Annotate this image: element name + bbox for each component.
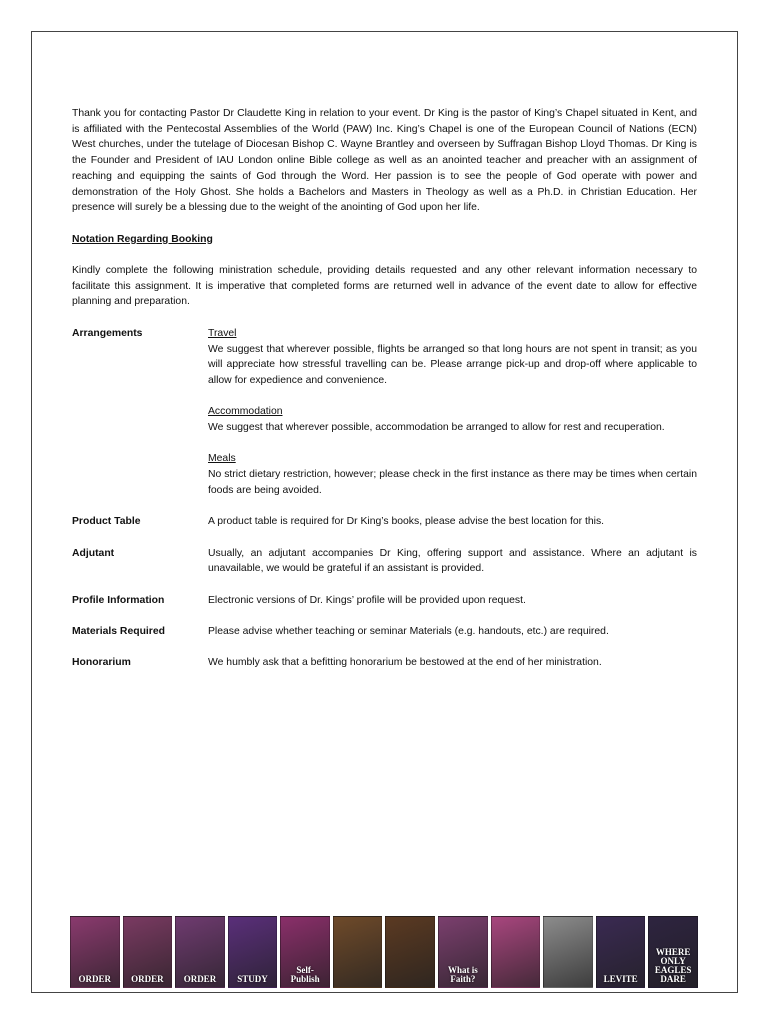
book-cover [648,916,698,988]
arrangements-body [208,326,697,499]
materials-required-row [72,624,697,640]
book-cover [596,916,646,988]
book-cover-title: ORDER [78,974,112,984]
book-cover [70,916,120,988]
arrangements-row [72,326,697,499]
document-content [72,106,697,687]
book-cover-title: STUDY [237,974,268,984]
book-cover [228,916,278,988]
materials-required-label: Materials Required [72,626,165,638]
travel-title: Travel [208,327,237,339]
document-page [31,31,738,993]
book-cover-title: What is Faith? [447,965,478,984]
profile-information-row [72,593,697,609]
intro-paragraph: Thank you for contacting Pastor Dr Claudette King in relation to your event. Dr King is the pastor of King’s Chapel situated in Kent, and is affiliated with the Pentecostal Assemblies of the World (PAW) Inc. King’s Chapel is one of the European Council of Nations (ECN) West churches, under the tutelage of Diocesan Bishop C. Wayne Brantley and overseen by Suffragan Bishop Lloyd Thomas. Dr King is the Founder and President of IAU London online Bible college as well as an anointed teacher and preacher with an assignment of reaching and equipping the saints of God through the Word. Her passion is to see the people of God operate with power and demonstration of the Holy Ghost. She holds a Bachelors and Masters in Theology as well as a Ph.D. in Christian Education. Her presence will surely be a blessing due to the weight of the anointing of God upon her life. [72,108,697,214]
book-cover-title: Self-Publish [290,965,320,984]
book-cover [438,916,488,988]
book-cover [543,916,593,988]
book-cover [123,916,173,988]
meals-section [208,451,697,498]
travel-section [208,326,697,389]
materials-required-text: Please advise whether teaching or seminar Materials (e.g. handouts, etc.) are required. [208,626,609,638]
book-cover-title: ORDER [183,974,217,984]
accommodation-section [208,404,697,435]
accommodation-text: We suggest that wherever possible, accommodation be arranged to allow for rest and recuperation. [208,422,665,433]
meals-title: Meals [208,453,236,465]
book-cover-strip [70,916,698,988]
product-table-label: Product Table [72,516,141,528]
product-table-row [72,514,697,530]
book-cover [491,916,541,988]
honorarium-label: Honorarium [72,657,131,669]
book-cover-title: LEVITE [603,974,638,984]
honorarium-text: We humbly ask that a befitting honorarium be bestowed at the end of her ministration. [208,657,602,669]
book-cover [333,916,383,988]
book-cover [175,916,225,988]
adjutant-label: Adjutant [72,547,115,559]
product-table-text: A product table is required for Dr King’s books, please advise the best location for this. [208,516,605,528]
adjutant-row [72,546,697,577]
meals-text: No strict dietary restriction, however; please check in the first instance as there may be times when certain foods are being avoided. [208,469,697,496]
travel-text: We suggest that wherever possible, flights be arranged so that long hours are not spent in transit; as you will appreciate how stressful travelling can be. Please arrange pick-up and drop-off where applicable to allow for expedience and convenience. [208,343,697,386]
profile-information-text: Electronic versions of Dr. Kings’ profile will be provided upon request. [208,594,526,606]
book-cover-title: ORDER [131,974,164,984]
book-cover [385,916,435,988]
arrangements-label: Arrangements [72,327,143,339]
accommodation-title: Accommodation [208,406,283,418]
booking-paragraph: Kindly complete the following ministration schedule, providing details requested and any other relevant information necessary to facilitate this assignment. It is imperative that completed forms are returned well in advance of the event date to allow for effective planning and preparation. [72,265,697,308]
booking-heading: Notation Regarding Booking [72,233,213,245]
book-cover-title: WHERE ONLY EAGLES DARE [654,947,692,984]
honorarium-row [72,655,697,671]
profile-information-label: Profile Information [72,594,165,606]
book-cover [280,916,330,988]
adjutant-text: Usually, an adjutant accompanies Dr King, offering support and assistance. Where an adjutant is unavailable, we would be grateful if an assistant is provided. [208,547,697,575]
